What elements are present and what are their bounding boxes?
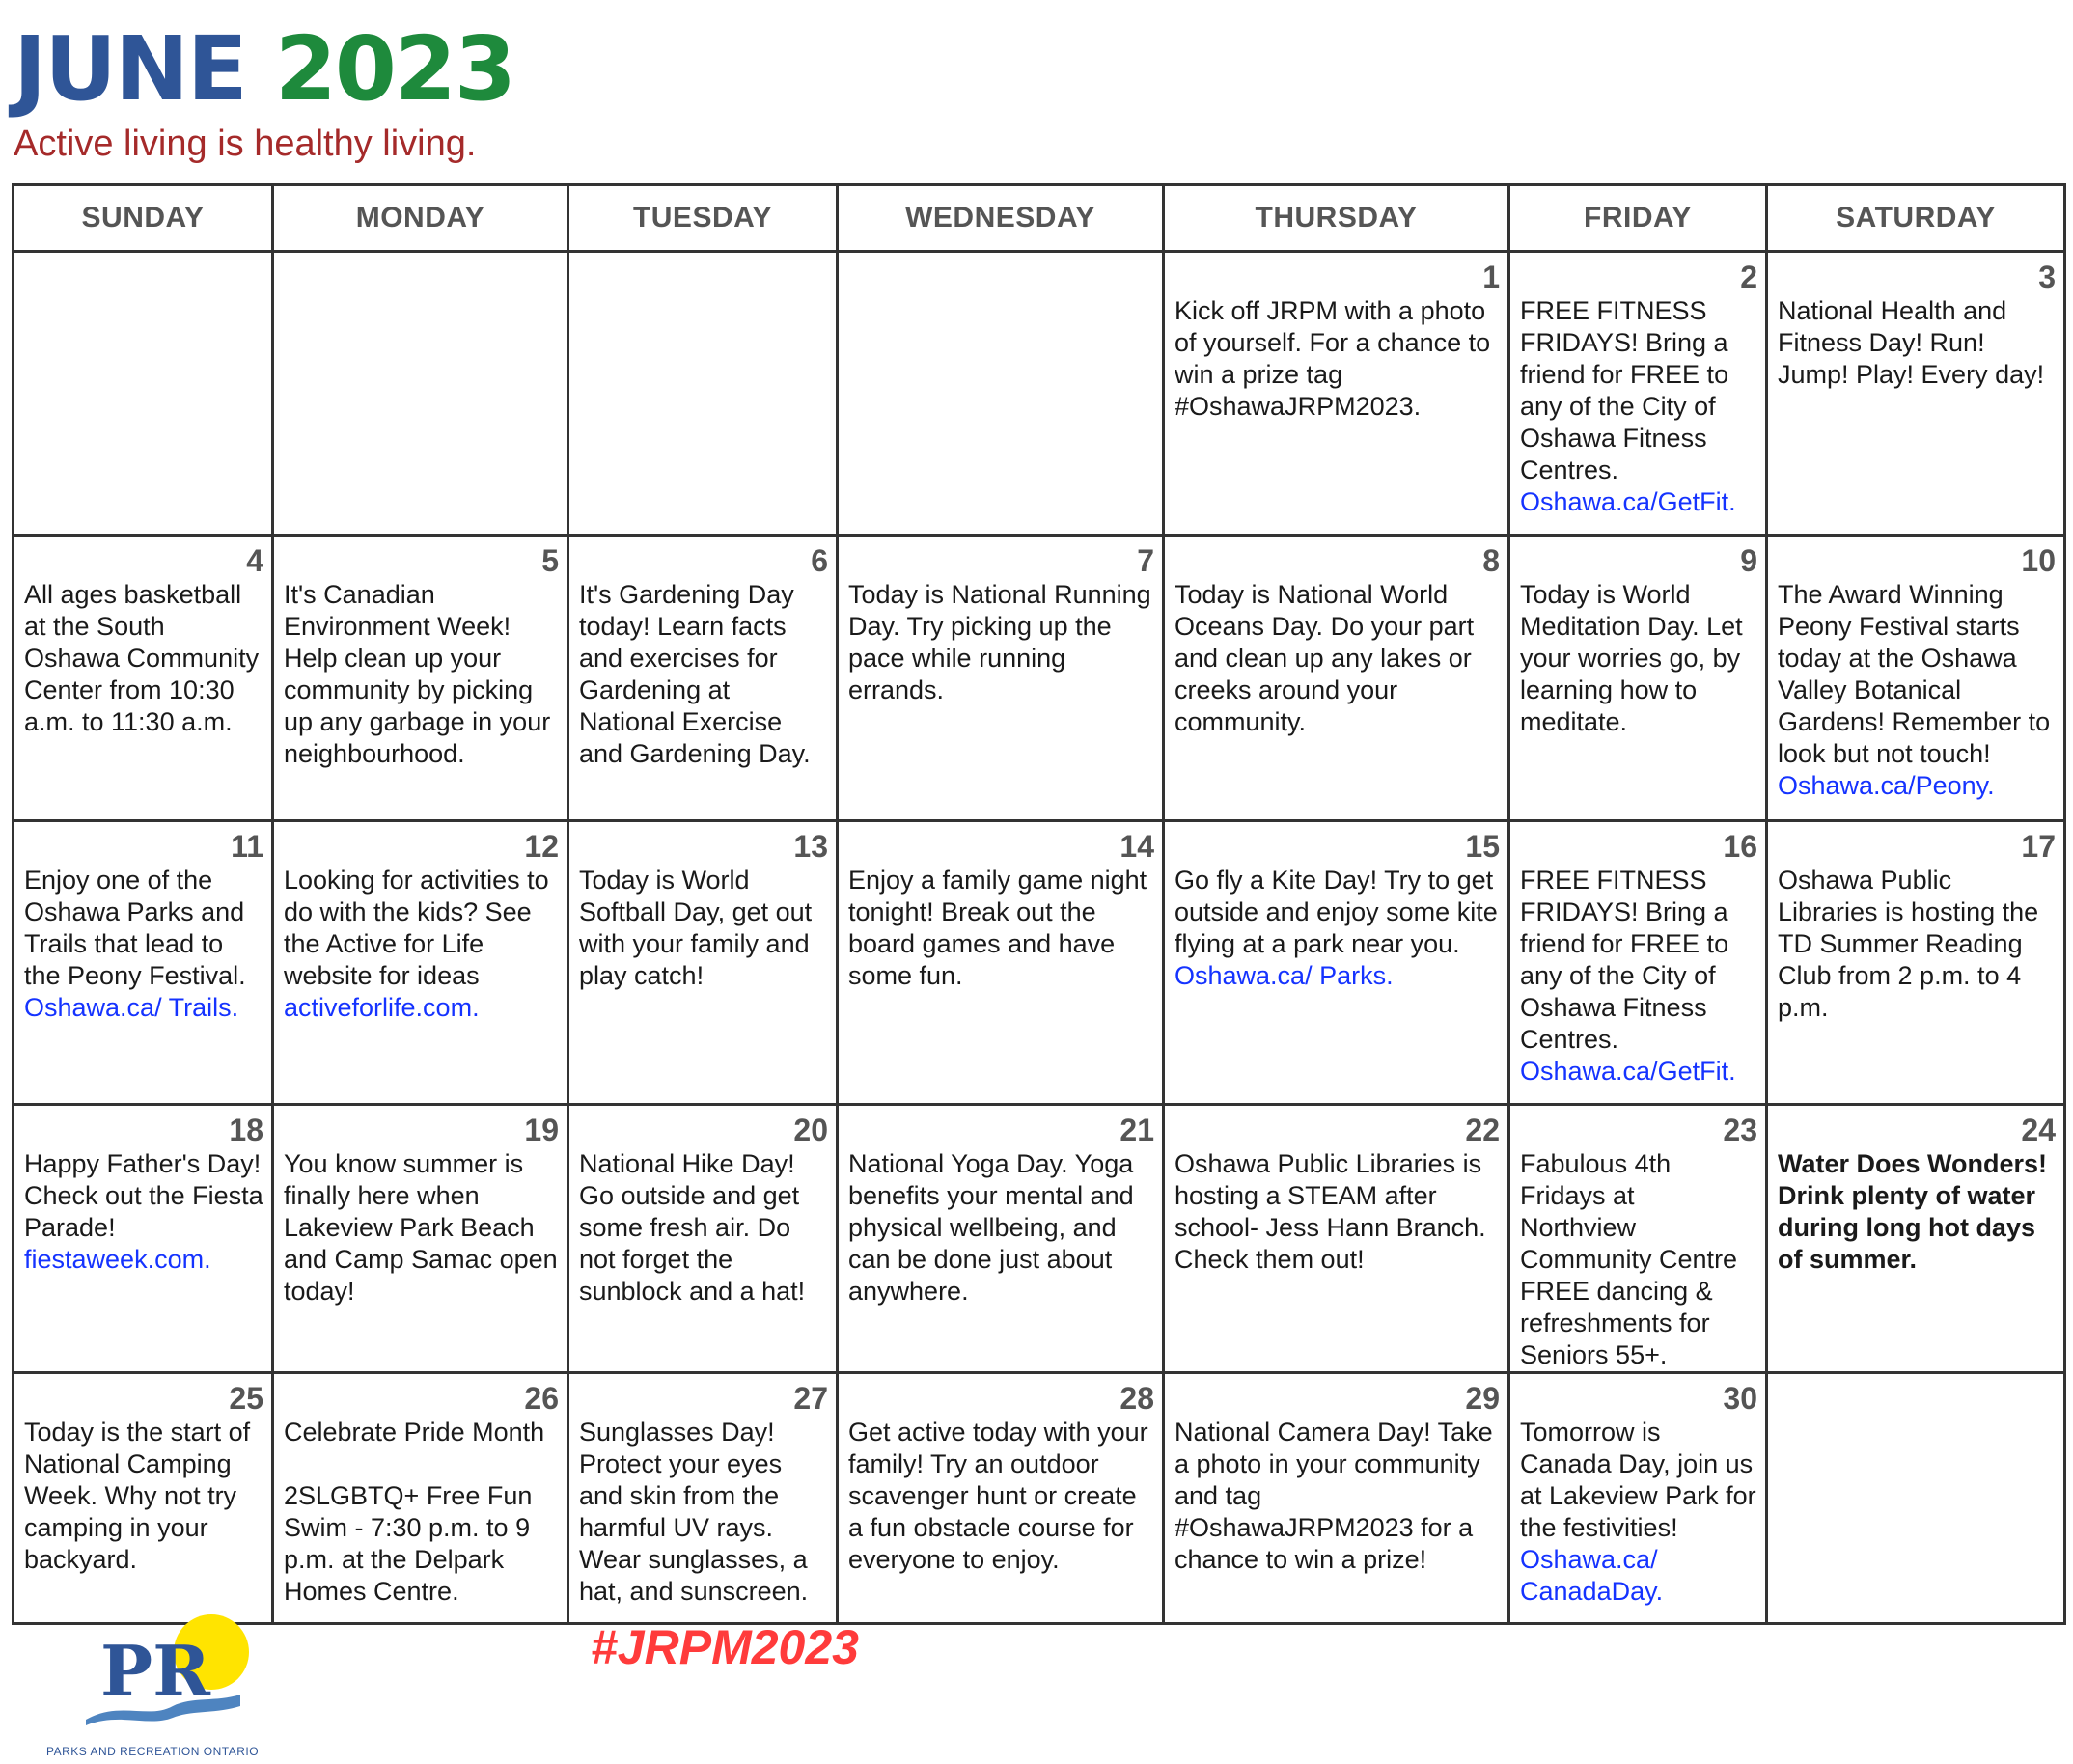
day-cell <box>568 821 838 1105</box>
event-description: Fabulous 4th Fridays at Northview Community Centre FREE dancing & refreshments for Seniors 55+. <box>1520 1149 1738 1369</box>
day-cell-content <box>1510 822 1765 1088</box>
day-cell <box>1164 821 1509 1105</box>
event-text <box>1175 1148 1500 1276</box>
day-number: 13 <box>793 829 828 864</box>
day-cell-content <box>274 1106 567 1308</box>
event-text <box>24 865 263 1024</box>
day-cell <box>568 1105 838 1373</box>
day-cell-content <box>1165 253 1507 423</box>
event-text <box>1778 579 2056 802</box>
event-description: Today is the start of National Camping Week. Why not try camping in your backyard. <box>24 1418 251 1574</box>
day-number: 17 <box>2021 829 2056 864</box>
day-number: 25 <box>229 1381 263 1416</box>
day-cell <box>14 821 273 1105</box>
event-description: FREE FITNESS FRIDAYS! Bring a friend for FREE to any of the City of Oshawa Fitness Centres. <box>1520 866 1729 1054</box>
day-number: 18 <box>229 1113 263 1147</box>
event-text <box>1175 865 1500 992</box>
day-number: 4 <box>246 543 263 578</box>
hashtag: #JRPM2023 <box>591 1620 859 1674</box>
day-cell <box>1509 821 1767 1105</box>
day-cell <box>1767 821 2065 1105</box>
day-number: 15 <box>1465 829 1500 864</box>
event-description: You know summer is finally here when Lakeview Park Beach and Camp Samac open today! <box>284 1149 558 1306</box>
day-cell <box>838 1105 1164 1373</box>
day-cell <box>838 1373 1164 1624</box>
weekday-header-row <box>14 185 2065 252</box>
day-cell-content <box>274 822 567 1024</box>
event-text <box>579 579 828 770</box>
day-cell-content <box>274 1374 567 1608</box>
weekday-sunday: SUNDAY <box>14 185 273 252</box>
day-cell <box>568 536 838 821</box>
day-cell-content <box>839 822 1162 992</box>
day-cell <box>1164 252 1509 536</box>
day-cell-content <box>14 1106 271 1276</box>
day-cell <box>1509 536 1767 821</box>
day-cell-content <box>1165 1374 1507 1576</box>
day-number: 14 <box>1119 829 1154 864</box>
day-cell <box>14 1105 273 1373</box>
event-text <box>848 1148 1154 1308</box>
day-number: 11 <box>231 829 263 864</box>
day-cell-content <box>569 537 836 770</box>
day-cell <box>1509 1105 1767 1373</box>
week-row <box>14 252 2065 536</box>
day-number: 27 <box>793 1381 828 1416</box>
event-text <box>284 1417 559 1608</box>
event-text <box>1778 295 2056 391</box>
day-cell <box>1164 536 1509 821</box>
weekday-saturday: SATURDAY <box>1767 185 2065 252</box>
event-description: Go fly a Kite Day! Try to get outside and enjoy some kite flying at a park near you. <box>1175 866 1498 958</box>
day-number: 5 <box>541 543 559 578</box>
event-description: Looking for activities to do with the kids? See the Active for Life website for ideas <box>284 866 549 990</box>
day-cell <box>1509 252 1767 536</box>
subtitle: Active living is healthy living. <box>14 124 477 164</box>
empty-day-cell <box>273 252 568 536</box>
day-cell <box>1164 1105 1509 1373</box>
day-number: 8 <box>1482 543 1500 578</box>
day-number: 3 <box>2038 260 2056 294</box>
day-cell-content <box>14 1374 271 1576</box>
event-link[interactable]: Oshawa.ca/ Trails. <box>24 993 239 1022</box>
day-number: 30 <box>1723 1381 1757 1416</box>
day-number: 26 <box>524 1381 559 1416</box>
day-cell-content <box>1165 537 1507 738</box>
page-title <box>14 17 514 121</box>
calendar-grid <box>12 183 2066 1625</box>
day-number: 2 <box>1740 260 1757 294</box>
day-cell <box>14 536 273 821</box>
event-description: National Yoga Day. Yoga benefits your mental and physical wellbeing, and can be done just about anywhere. <box>848 1149 1134 1306</box>
day-number: 16 <box>1723 829 1757 864</box>
day-cell-content <box>1768 253 2063 391</box>
day-cell-content <box>1768 1106 2063 1276</box>
event-link[interactable]: Oshawa.ca/GetFit. <box>1520 1057 1736 1086</box>
event-description: Today is World Softball Day, get out with your family and play catch! <box>579 866 813 990</box>
day-cell-content <box>1510 537 1765 738</box>
day-cell-content <box>1510 253 1765 518</box>
day-number: 7 <box>1137 543 1154 578</box>
event-description: Today is National World Oceans Day. Do your part and clean up any lakes or creeks around your community. <box>1175 580 1475 736</box>
event-description: Oshawa Public Libraries is hosting a STEAM after school- Jess Hann Branch. Check them out! <box>1175 1149 1486 1274</box>
event-description: It's Gardening Day today! Learn facts and exercises for Gardening at National Exercise and Gardening Day. <box>579 580 811 768</box>
event-description: The Award Winning Peony Festival starts today at the Oshawa Valley Botanical Gardens! Remember to look but not touch! <box>1778 580 2051 768</box>
event-link[interactable]: Oshawa.ca/ CanadaDay. <box>1520 1545 1664 1606</box>
day-cell-content <box>274 537 567 770</box>
event-description: Enjoy one of the Oshawa Parks and Trails that lead to the Peony Festival. <box>24 866 246 990</box>
day-number: 19 <box>524 1113 559 1147</box>
week-row <box>14 536 2065 821</box>
title-month: JUNE <box>14 17 246 121</box>
event-text <box>284 865 559 1024</box>
day-number: 6 <box>811 543 828 578</box>
event-description: Water Does Wonders! Drink plenty of water during long hot days of summer. <box>1778 1149 2048 1274</box>
day-number: 28 <box>1119 1381 1154 1416</box>
day-cell-content <box>1510 1106 1765 1371</box>
event-description: National Hike Day! Go outside and get some fresh air. Do not forget the sunblock and a hat! <box>579 1149 806 1306</box>
day-cell-content <box>839 537 1162 706</box>
event-link[interactable]: activeforlife.com. <box>284 993 480 1022</box>
day-number: 9 <box>1740 543 1757 578</box>
event-link[interactable]: Oshawa.ca/ Parks. <box>1175 961 1394 990</box>
weekday-friday: FRIDAY <box>1509 185 1767 252</box>
pro-logo <box>42 1613 274 1758</box>
event-description: Today is National Running Day. Try picking up the pace while running errands. <box>848 580 1151 704</box>
event-description: Happy Father's Day! Check out the Fiesta Parade! <box>24 1149 263 1242</box>
event-text <box>1175 579 1500 738</box>
weekday-tuesday: TUESDAY <box>568 185 838 252</box>
event-link[interactable]: Oshawa.ca/GetFit. <box>1520 487 1736 516</box>
event-description: It's Canadian Environment Week! Help clean up your community by picking up any garbage in your neighbourhood. <box>284 580 551 768</box>
day-number: 21 <box>1119 1113 1154 1147</box>
title-year: 2023 <box>274 17 514 121</box>
event-text <box>1175 1417 1500 1576</box>
logo-caption: PARKS AND RECREATION ONTARIO <box>46 1745 260 1758</box>
event-description: Today is World Meditation Day. Let your worries go, by learning how to meditate. <box>1520 580 1743 736</box>
event-description: Enjoy a family game night tonight! Break out the board games and have some fun. <box>848 866 1147 990</box>
event-text <box>24 579 263 738</box>
event-description: Get active today with your family! Try an outdoor scavenger hunt or create a fun obstacle course for everyone to enjoy. <box>848 1418 1148 1574</box>
empty-day-cell <box>1767 1373 2065 1624</box>
event-text <box>1520 1148 1757 1371</box>
day-number: 20 <box>793 1113 828 1147</box>
logo-pr-text: PR <box>100 1630 210 1712</box>
day-number: 1 <box>1482 260 1500 294</box>
event-description: National Camera Day! Take a photo in your community and tag #OshawaJRPM2023 for a chance to win a prize! <box>1175 1418 1493 1574</box>
event-description: All ages basketball at the South Oshawa Community Center from 10:30 a.m. to 11:30 a.m. <box>24 580 260 736</box>
day-number: 23 <box>1723 1113 1757 1147</box>
day-number: 22 <box>1465 1113 1500 1147</box>
day-cell-content <box>14 537 271 738</box>
empty-day-cell <box>14 252 273 536</box>
week-row <box>14 1373 2065 1624</box>
day-cell-content <box>1768 822 2063 1024</box>
pro-logo-icon <box>81 1613 274 1739</box>
event-text <box>1520 1417 1757 1608</box>
day-cell-content <box>569 1374 836 1608</box>
empty-day-cell <box>838 252 1164 536</box>
day-cell <box>1767 252 2065 536</box>
event-text <box>1520 579 1757 738</box>
day-cell <box>14 1373 273 1624</box>
day-cell <box>568 1373 838 1624</box>
event-text <box>284 1148 559 1308</box>
day-cell <box>1164 1373 1509 1624</box>
event-text <box>24 1417 263 1576</box>
day-number: 10 <box>2021 543 2056 578</box>
calendar-body <box>14 252 2065 1624</box>
week-row <box>14 1105 2065 1373</box>
event-text <box>848 579 1154 706</box>
day-cell-content <box>14 822 271 1024</box>
day-cell <box>273 536 568 821</box>
event-description: Sunglasses Day! Protect your eyes and skin from the harmful UV rays. Wear sunglasses, a hat, and sunscreen. <box>579 1418 809 1606</box>
day-cell-content <box>1165 822 1507 992</box>
day-cell <box>838 821 1164 1105</box>
event-text <box>579 1148 828 1308</box>
event-description-secondary: 2SLGBTQ+ Free Fun Swim - 7:30 p.m. to 9 p.m. at the Delpark Homes Centre. <box>284 1481 533 1606</box>
calendar-header <box>14 17 514 165</box>
event-text <box>24 1148 263 1276</box>
day-cell-content <box>1510 1374 1765 1608</box>
event-text <box>848 1417 1154 1576</box>
day-cell <box>838 536 1164 821</box>
empty-day-cell <box>568 252 838 536</box>
day-cell <box>273 1373 568 1624</box>
day-number: 29 <box>1465 1381 1500 1416</box>
event-text <box>1520 295 1757 518</box>
day-cell <box>273 1105 568 1373</box>
day-cell <box>273 821 568 1105</box>
day-number: 24 <box>2021 1113 2056 1147</box>
day-number: 12 <box>524 829 559 864</box>
event-description: Celebrate Pride Month <box>284 1418 545 1447</box>
event-text <box>848 865 1154 992</box>
event-text <box>579 1417 828 1608</box>
event-text <box>1778 1148 2056 1276</box>
event-description: Oshawa Public Libraries is hosting the TD Summer Reading Club from 2 p.m. to 4 p.m. <box>1778 866 2039 1022</box>
event-text <box>1175 295 1500 423</box>
event-text <box>579 865 828 992</box>
day-cell <box>1767 536 2065 821</box>
event-text <box>284 579 559 770</box>
event-link[interactable]: Oshawa.ca/Peony. <box>1778 771 1995 800</box>
day-cell-content <box>1768 537 2063 802</box>
weekday-monday: MONDAY <box>273 185 568 252</box>
event-description: FREE FITNESS FRIDAYS! Bring a friend for FREE to any of the City of Oshawa Fitness Centres. <box>1520 296 1729 484</box>
day-cell-content <box>839 1374 1162 1576</box>
event-link[interactable]: fiestaweek.com. <box>24 1245 211 1274</box>
day-cell <box>1509 1373 1767 1624</box>
day-cell-content <box>1165 1106 1507 1276</box>
weekday-wednesday: WEDNESDAY <box>838 185 1164 252</box>
event-text <box>1520 865 1757 1088</box>
event-text <box>1778 865 2056 1024</box>
day-cell <box>1767 1105 2065 1373</box>
day-cell-content <box>569 1106 836 1308</box>
day-cell-content <box>569 822 836 992</box>
week-row <box>14 821 2065 1105</box>
event-description: Tomorrow is Canada Day, join us at Lakeview Park for the festivities! <box>1520 1418 1756 1542</box>
event-description: Kick off JRPM with a photo of yourself. For a chance to win a prize tag #OshawaJRPM2023. <box>1175 296 1491 421</box>
weekday-thursday: THURSDAY <box>1164 185 1509 252</box>
day-cell-content <box>839 1106 1162 1308</box>
event-description: National Health and Fitness Day! Run! Jump! Play! Every day! <box>1778 296 2045 389</box>
